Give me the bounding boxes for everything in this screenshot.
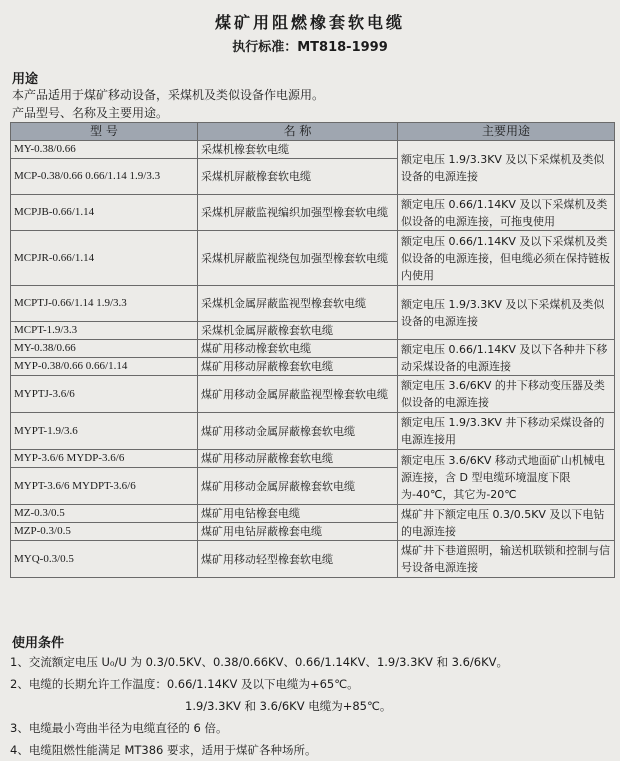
condition-2-continued: 1.9/3.3KV 和 3.6/6KV 电缆为+85℃。 — [185, 699, 392, 713]
condition-4: 4、电缆阻燃性能满足 MT386 要求，适用于煤矿各种场所。 — [10, 743, 317, 757]
name-cell: 采煤机金属屏蔽橡套软电缆 — [198, 322, 398, 340]
header-name: 名 称 — [198, 123, 398, 141]
model-cell: MY-0.38/0.66 — [11, 340, 198, 358]
model-cell: MY-0.38/0.66 — [11, 141, 198, 159]
condition-3: 3、电缆最小弯曲半径为电缆直径的 6 倍。 — [10, 721, 228, 735]
name-cell: 煤矿用移动轻型橡套软电缆 — [198, 541, 398, 578]
table-row — [11, 286, 615, 322]
use-cell: 额定电压 3.6/6KV 移动式地面矿山机械电源连接，含 D 型电缆环境温度下限为-40℃，其它为-20℃ — [398, 450, 615, 505]
use-cell: 额定电压 1.9/3.3KV 井下移动采煤设备的电源连接用 — [398, 413, 615, 450]
usage-heading: 用途 — [12, 72, 39, 87]
condition-2: 2、电缆的长期允许工作温度：0.66/1.14KV 及以下电缆为+65℃。 — [10, 677, 359, 691]
table-row — [11, 450, 615, 468]
use-cell: 额定电压 0.66/1.14KV 及以下采煤机及类似设备的电源连接，但电缆必须在保持链板内使用 — [398, 231, 615, 286]
name-cell: 煤矿用移动屏蔽橡套软电缆 — [198, 358, 398, 376]
model-cell: MZ-0.3/0.5 — [11, 505, 198, 523]
table-header-row — [11, 123, 615, 141]
table-row — [11, 141, 615, 159]
use-cell: 额定电压 0.66/1.14KV 及以下采煤机及类似设备的电源连接，可拖曳使用 — [398, 195, 615, 231]
model-cell: MYP-0.38/0.66 0.66/1.14 — [11, 358, 198, 376]
name-cell: 采煤机金属屏蔽监视型橡套软电缆 — [198, 286, 398, 322]
product-table — [10, 122, 615, 578]
name-cell: 采煤机屏蔽监视编织加强型橡套软电缆 — [198, 195, 398, 231]
model-cell: MYPTJ-3.6/6 — [11, 376, 198, 413]
name-cell: 煤矿用电钻橡套电缆 — [198, 505, 398, 523]
table-row — [11, 413, 615, 450]
model-cell: MCPJB-0.66/1.14 — [11, 195, 198, 231]
use-cell: 额定电压 1.9/3.3KV 及以下采煤机及类似设备的电源连接 — [398, 141, 615, 195]
header-model: 型 号 — [11, 123, 198, 141]
model-cell: MYPT-3.6/6 MYDPT-3.6/6 — [11, 468, 198, 505]
name-cell: 煤矿用移动金属屏蔽监视型橡套软电缆 — [198, 376, 398, 413]
model-cell: MCPTJ-0.66/1.14 1.9/3.3 — [11, 286, 198, 322]
name-cell: 采煤机橡套软电缆 — [198, 141, 398, 159]
name-cell: 煤矿用移动屏蔽橡套软电缆 — [198, 450, 398, 468]
use-cell: 额定电压 3.6/6KV 的井下移动变压器及类似设备的电源连接 — [398, 376, 615, 413]
model-cell: MYQ-0.3/0.5 — [11, 541, 198, 578]
name-cell: 煤矿用移动金属屏蔽橡套软电缆 — [198, 468, 398, 505]
table-row — [11, 340, 615, 358]
conditions-heading: 使用条件 — [12, 636, 65, 651]
model-cell: MCPT-1.9/3.3 — [11, 322, 198, 340]
model-cell: MYP-3.6/6 MYDP-3.6/6 — [11, 450, 198, 468]
name-cell: 采煤机屏蔽监视绕包加强型橡套软电缆 — [198, 231, 398, 286]
model-cell: MZP-0.3/0.5 — [11, 523, 198, 541]
name-cell: 煤矿用移动金属屏蔽橡套软电缆 — [198, 413, 398, 450]
model-cell: MCPJR-0.66/1.14 — [11, 231, 198, 286]
name-cell: 采煤机屏蔽橡套软电缆 — [198, 159, 398, 195]
use-cell: 额定电压 0.66/1.14KV 及以下各种井下移动采煤设备的电源连接 — [398, 340, 615, 376]
model-cell: MYPT-1.9/3.6 — [11, 413, 198, 450]
header-use: 主要用途 — [398, 123, 615, 141]
standard-label: 执行标准：MT818-1999 — [232, 40, 388, 55]
use-cell: 额定电压 1.9/3.3KV 及以下采煤机及类似设备的电源连接 — [398, 286, 615, 340]
table-row — [11, 195, 615, 231]
table-row — [11, 541, 615, 578]
usage-description: 本产品适用于煤矿移动设备，采煤机及类似设备作电源用。 — [12, 88, 325, 102]
model-cell: MCP-0.38/0.66 0.66/1.14 1.9/3.3 — [11, 159, 198, 195]
table-row — [11, 231, 615, 286]
condition-1: 1、交流额定电压 U₀/U 为 0.3/0.5KV、0.38/0.66KV、0.66/1.14KV、1.9/3.3KV 和 3.6/6KV。 — [10, 655, 509, 669]
table-intro: 产品型号、名称及主要用途。 — [12, 106, 169, 120]
table-row — [11, 376, 615, 413]
name-cell: 煤矿用移动橡套软电缆 — [198, 340, 398, 358]
use-cell: 煤矿井下额定电压 0.3/0.5KV 及以下电钻的电源连接 — [398, 505, 615, 541]
use-cell: 煤矿井下巷道照明，输送机联锁和控制与信号设备电源连接 — [398, 541, 615, 578]
name-cell: 煤矿用电钻屏蔽橡套电缆 — [198, 523, 398, 541]
document-title: 煤矿用阻燃橡套软电缆 — [214, 13, 405, 32]
table-row — [11, 505, 615, 523]
